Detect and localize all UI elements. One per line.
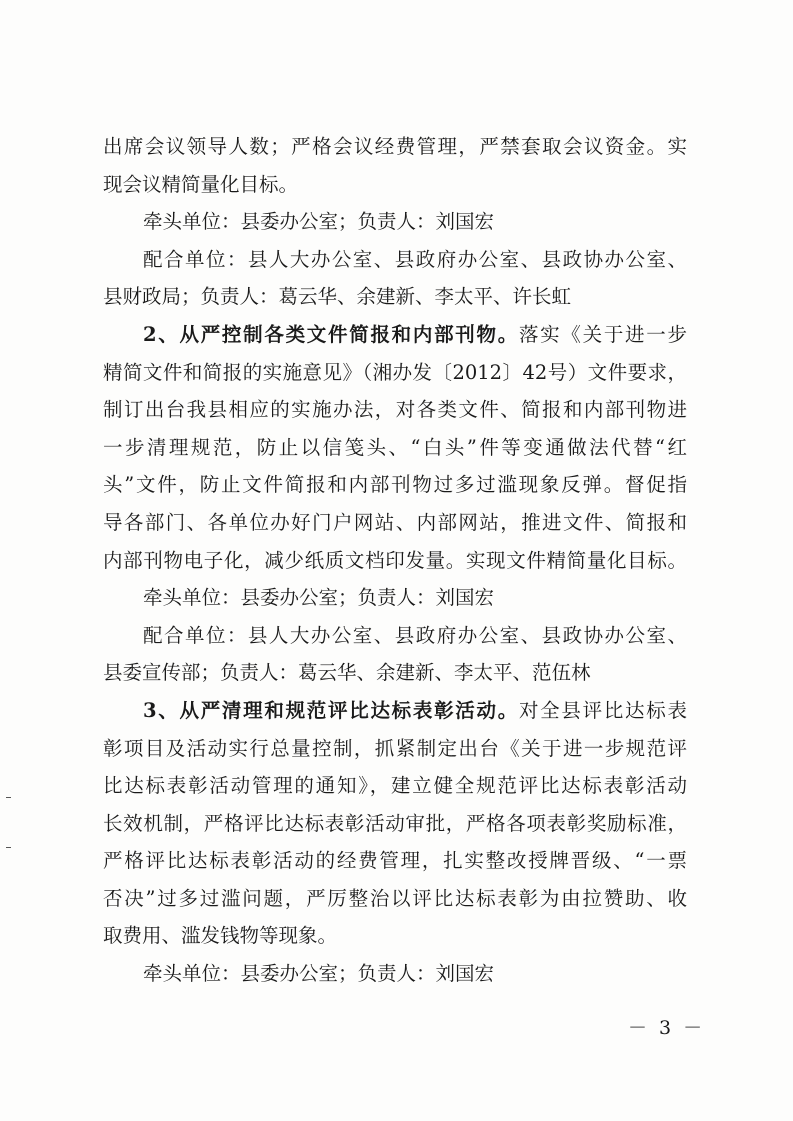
text-line: 出席会议领导人数；严格会议经费管理，严禁套取会议资金。实	[103, 135, 687, 158]
text-line: 一步清理规范，防止以信笺头、“白头”件等变通做法代替“红	[103, 435, 687, 459]
text-line: 取费用、滥发钱物等现象。	[103, 924, 338, 948]
text-line: 县财政局；负责人：葛云华、余建新、李太平、许长虹	[103, 285, 572, 309]
text-line: 长效机制，严格评比达标表彰活动审批，严格各项表彰奖励标准，	[103, 811, 687, 835]
lead-unit-line: 牵头单位：县委办公室；负责人：刘国宏	[143, 962, 495, 986]
text-line: 县委宣传部；负责人：葛云华、余建新、李太平、范伍林	[103, 661, 591, 685]
text-line: 比达标表彰活动管理的通知》，建立健全规范评比达标表彰活动	[103, 774, 687, 798]
text-line: 导各部门、各单位办好门户网站、内部网站，推进文件、简报和	[103, 510, 687, 534]
margin-mark	[6, 847, 11, 848]
text-line: 彰项目及活动实行总量控制，抓紧制定出台《关于进一步规范评	[103, 736, 687, 760]
margin-mark	[6, 797, 11, 798]
section-heading: 3、从严清理和规范评比达标表彰活动。	[143, 698, 519, 722]
lead-unit-line: 牵头单位：县委办公室；负责人：刘国宏	[143, 586, 495, 610]
text-line: 严格评比达标表彰活动的经费管理，扎实整改授牌晋级、“一票	[103, 849, 687, 873]
body-text	[103, 128, 687, 993]
text-line: 内部刊物电子化，减少纸质文档印发量。实现文件精简量化目标。	[103, 548, 687, 572]
text-line: 制订出台我县相应的实施办法，对各类文件、简报和内部刊物进	[103, 398, 687, 422]
text-line: 现会议精简量化目标。	[103, 172, 299, 196]
cooperating-unit-line: 配合单位：县人大办公室、县政府办公室、县政协办公室、	[143, 623, 687, 647]
section-heading-line: 2、从严控制各类文件简报和内部刊物。落实《关于进一步	[143, 322, 687, 346]
cooperating-unit-line: 配合单位：县人大办公室、县政府办公室、县政协办公室、	[143, 247, 687, 271]
lead-unit-line: 牵头单位：县委办公室；负责人：刘国宏	[143, 210, 495, 234]
text-line: 头”文件，防止文件简报和内部刊物过多过滥现象反弹。督促指	[103, 473, 687, 497]
section-heading-line: 3、从严清理和规范评比达标表彰活动。对全县评比达标表	[143, 698, 687, 722]
text-line: 精简文件和简报的实施意见》（湘办发〔2012〕42号）文件要求，	[103, 360, 687, 384]
page-number: － 3 －	[628, 1017, 706, 1039]
text-line: 否决”过多过滥问题，严厉整治以评比达标表彰为由拉赞助、收	[103, 886, 687, 910]
section-heading: 2、从严控制各类文件简报和内部刊物。	[143, 322, 519, 346]
